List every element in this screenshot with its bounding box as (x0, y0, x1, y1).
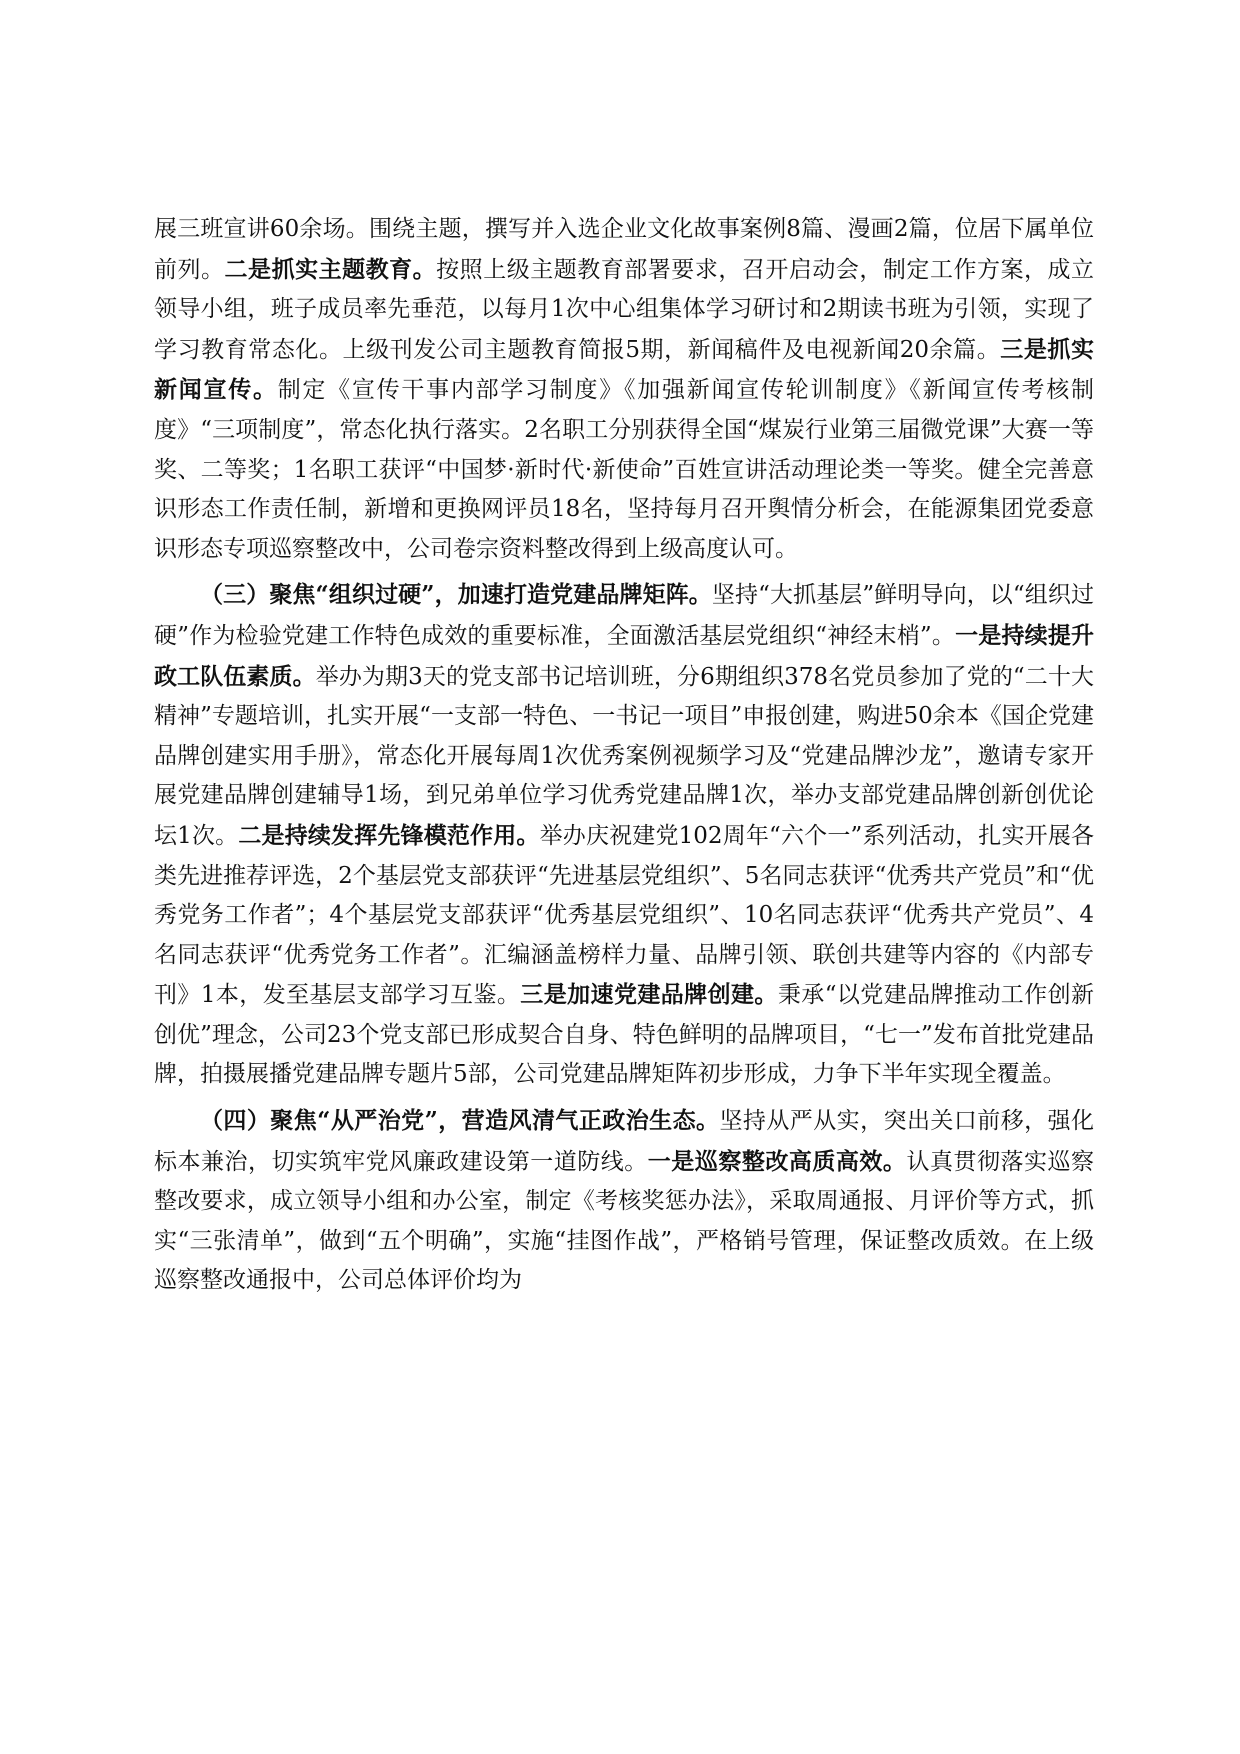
paragraph-discipline (154, 1101, 1094, 1301)
paragraph-text: 展三班宣讲60余场。围绕主题，撰写并入选企业文化故事案例8篇、漫画2篇，位居下属单位前列。 (154, 216, 1094, 283)
paragraph-text: 坚持从严从实，突出关口前移，强化标本兼治，切实筑牢党风廉政建设第一道防线。 (154, 1108, 1094, 1175)
section-heading: （四）聚焦“从严治党”，营造风清气正政治生态。 (200, 1107, 720, 1135)
paragraph-text: 按照上级主题教育部署要求，召开启动会，制定工作方案，成立领导小组，班子成员率先垂范，以每月1次中心组集体学习研讨和2期读书班为引领，实现了学习教育常态化。上级刊发公司主题教育简报5期，新闻稿件及电视新闻20余篇。 (154, 256, 1095, 363)
paragraph-text: 举办庆祝建党102周年“六个一”系列活动，扎实开展各类先进推荐评选，2个基层党支部获评“先进基层党组织”、5名同志获评“优秀共产党员”和“优秀党务工作者”；4个基层党支部获评“优秀基层党组织”、10名同志获评“优秀共产党员”、4名同志获评“优秀党务工作者”。汇编涵盖榜样力量、品牌引领、联创共建等内容的《内部专刊》1本，发至基层支部学习互鉴。 (154, 822, 1094, 1009)
section-heading: （三）聚焦“组织过硬”，加速打造党建品牌矩阵。 (200, 581, 712, 609)
paragraph-heading: 二是抓实主题教育。 (224, 255, 437, 283)
paragraph-organization (154, 575, 1094, 1095)
paragraph-text: 坚持“大抓基层”鲜明导向，以“组织过硬”作为检验党建工作特色成效的重要标准，全面激活基层党组织“神经末梢”。 (154, 582, 1094, 649)
paragraph-text: 认真贯彻落实巡察整改要求，成立领导小组和办公室，制定《考核奖惩办法》，采取周通报、月评价等方式，抓实“三张清单”，做到“五个明确”，实施“挂图作战”，严格销号管理，保证整改质效。在上级巡察整改通报中，公司总体评价均为 (154, 1148, 1095, 1294)
document-page (154, 210, 1094, 1307)
paragraph-text: 制定《宣传干事内部学习制度》《加强新闻宣传轮训制度》《新闻宣传考核制度》“三项制度”，常态化执行落实。2名职工分别获得全国“煤炭行业第三届微党课”大赛一等奖、二等奖；1名职工获评“中国梦·新时代·新使命”百姓宣讲活动理论类一等奖。健全完善意识形态工作责任制，新增和更换网评员18名，坚持每月召开舆情分析会，在能源集团党委意识形态专项巡察整改中，公司卷宗资料整改得到上级高度认可。 (154, 377, 1095, 562)
paragraph-text: 举办为期3天的党支部书记培训班，分6期组织378名党员参加了党的“二十大精神”专题培训，扎实开展“一支部一特色、一书记一项目”申报创建，购进50余本《国企党建品牌创建实用手册》，常态化开展每周1次优秀案例视频学习及“党建品牌沙龙”，邀请专家开展党建品牌创建辅导1场，到兄弟单位学习优秀党建品牌1次，举办支部党建品牌创新创优论坛1次。 (154, 663, 1094, 849)
paragraph-publicity (154, 210, 1094, 569)
paragraph-heading: 二是持续发挥先锋模范作用。 (238, 821, 540, 849)
paragraph-heading: 三是加速党建品牌创建。 (520, 981, 778, 1009)
paragraph-text: 秉承“以党建品牌推动工作创新创优”理念，公司23个党支部已形成契合自身、特色鲜明的品牌项目，“七一”发布首批党建品牌，拍摄展播党建品牌专题片5部，公司党建品牌矩阵初步形成，力争下半年实现全覆盖。 (154, 982, 1095, 1088)
paragraph-heading: 三是抓实新闻宣传。 (154, 335, 1094, 404)
paragraph-heading: 一是持续提升政工队伍素质。 (154, 621, 1095, 690)
paragraph-heading: 一是巡察整改高质高效。 (647, 1147, 907, 1175)
